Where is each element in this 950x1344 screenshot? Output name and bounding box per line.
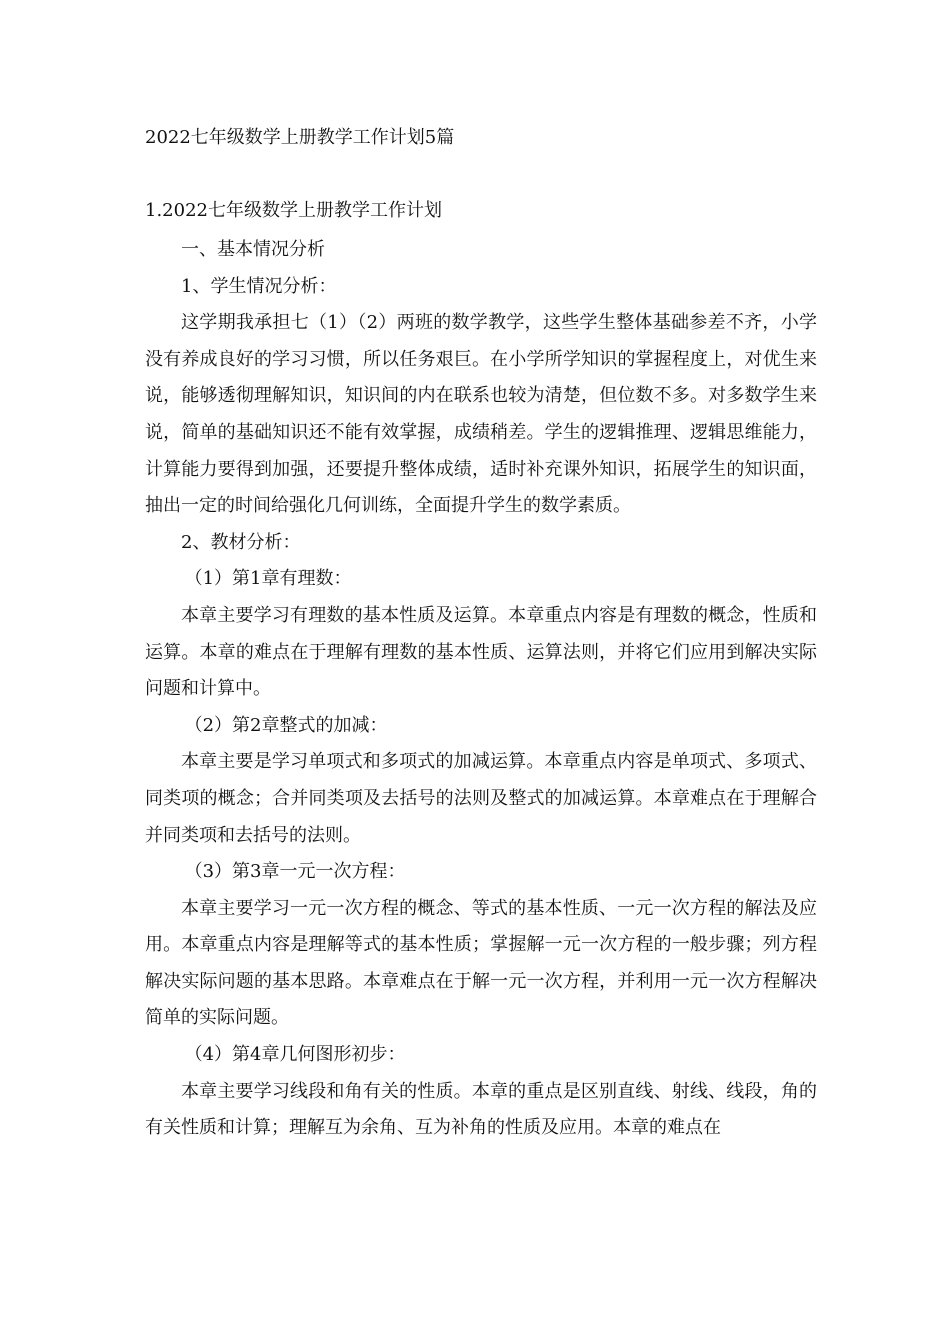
section-title: 1.2022七年级数学上册教学工作计划 (145, 200, 442, 221)
heading-chapter-4: （4）第4章几何图形初步： (184, 1044, 406, 1066)
heading-basic-analysis: 一、基本情况分析 (181, 239, 325, 260)
paragraph-chapter-4: 本章主要学习线段和角有关的性质。本章的重点是区别直线、射线、线段，角的有关性质和计算；理解互为余角、互为补角的性质及应用。本章的难点在 (145, 1080, 817, 1139)
paragraph-student-analysis: 这学期我承担七（1）（2）两班的数学教学，这些学生整体基础参差不齐，小学没有养成良好的学习习惯，所以任务艰巨。在小学所学知识的掌握程度上，对优生来说，能够透彻理解知识，知识间的内在联系也较为清楚，但位数不多。对多数学生来说，简单的基础知识还不能有效掌握，成绩稍差。学生的逻辑推理、逻辑思维能力，计算能力要得到加强，还要提升整体成绩，适时补充课外知识，拓展学生的知识面，抽出一定的时间给强化几何训练，全面提升学生的数学素质。 (145, 312, 817, 517)
paragraph-chapter-1: 本章主要学习有理数的基本性质及运算。本章重点内容是有理数的概念，性质和运算。本章的难点在于理解有理数的基本性质、运算法则，并将它们应用到解决实际问题和计算中。 (145, 604, 817, 700)
paragraph-chapter-3: 本章主要学习一元一次方程的概念、等式的基本性质、一元一次方程的解法及应用。本章重点内容是理解等式的基本性质；掌握解一元一次方程的一般步骤；列方程解决实际问题的基本思路。本章难点在于解一元一次方程，并利用一元一次方程解决简单的实际问题。 (145, 897, 817, 1029)
heading-textbook-analysis: 2、教材分析： (181, 531, 301, 553)
heading-chapter-3: （3）第3章一元一次方程： (184, 861, 406, 883)
document-title: 2022七年级数学上册教学工作计划5篇 (145, 127, 455, 148)
heading-chapter-1: （1）第1章有理数： (184, 568, 352, 590)
paragraph-chapter-2: 本章主要是学习单项式和多项式的加减运算。本章重点内容是单项式、多项式、同类项的概念；合并同类项及去括号的法则及整式的加减运算。本章难点在于理解合并同类项和去括号的法则。 (145, 751, 817, 846)
heading-chapter-2: （2）第2章整式的加减： (184, 714, 388, 736)
heading-student-analysis: 1、学生情况分析： (181, 275, 337, 297)
document-body (145, 232, 817, 1147)
